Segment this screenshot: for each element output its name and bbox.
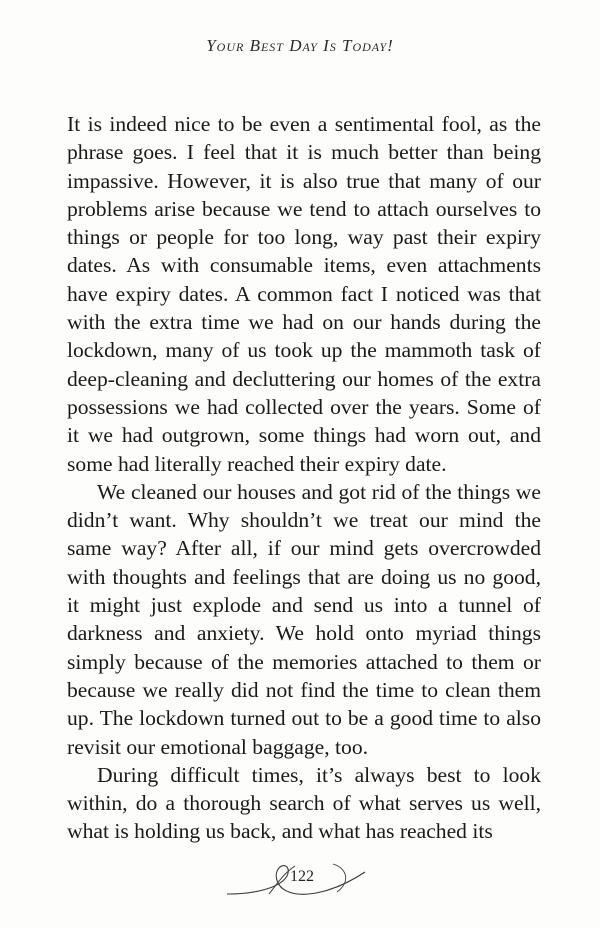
running-head: Your Best Day Is Today! [206,36,394,55]
paragraph-3: During difficult times, it’s always best to look within, do a thorough search of what serves us well, what is holding us back, and what has reached its [67,762,541,844]
paragraph-1: It is indeed nice to be even a sentimental fool, as the phrase goes. I feel that it is much better than being impassive. However, it is also true that many of our problems arise because we tend to attach ourselves to things or people for too long, way past their expiry dates. As with consumable items, even attachments have expiry dates. A common fact I noticed was that with the extra time we had on our hands during the lockdown, many of us took up the mammoth task of deep-cleaning and decluttering our homes of the extra possessions we had collected over the years. Some of it we had outgrown, some things had worn out, and some had literally reached their expiry date. [67,112,541,476]
body-text [67,110,541,846]
page-number: 122 [290,868,314,885]
paragraph-2: We cleaned our houses and got rid of the things we didn’t want. Why shouldn’t we treat our mind the same way? After all, if our mind gets overcrowded with thoughts and feelings that are doing us no good, it might just explode and send us into a tunnel of darkness and anxiety. We hold onto myriad things simply because of the memories attached to them or because we really did not find the time to clean them up. The lockdown turned out to be a good time to also revisit our emotional baggage, too. [67,479,541,759]
